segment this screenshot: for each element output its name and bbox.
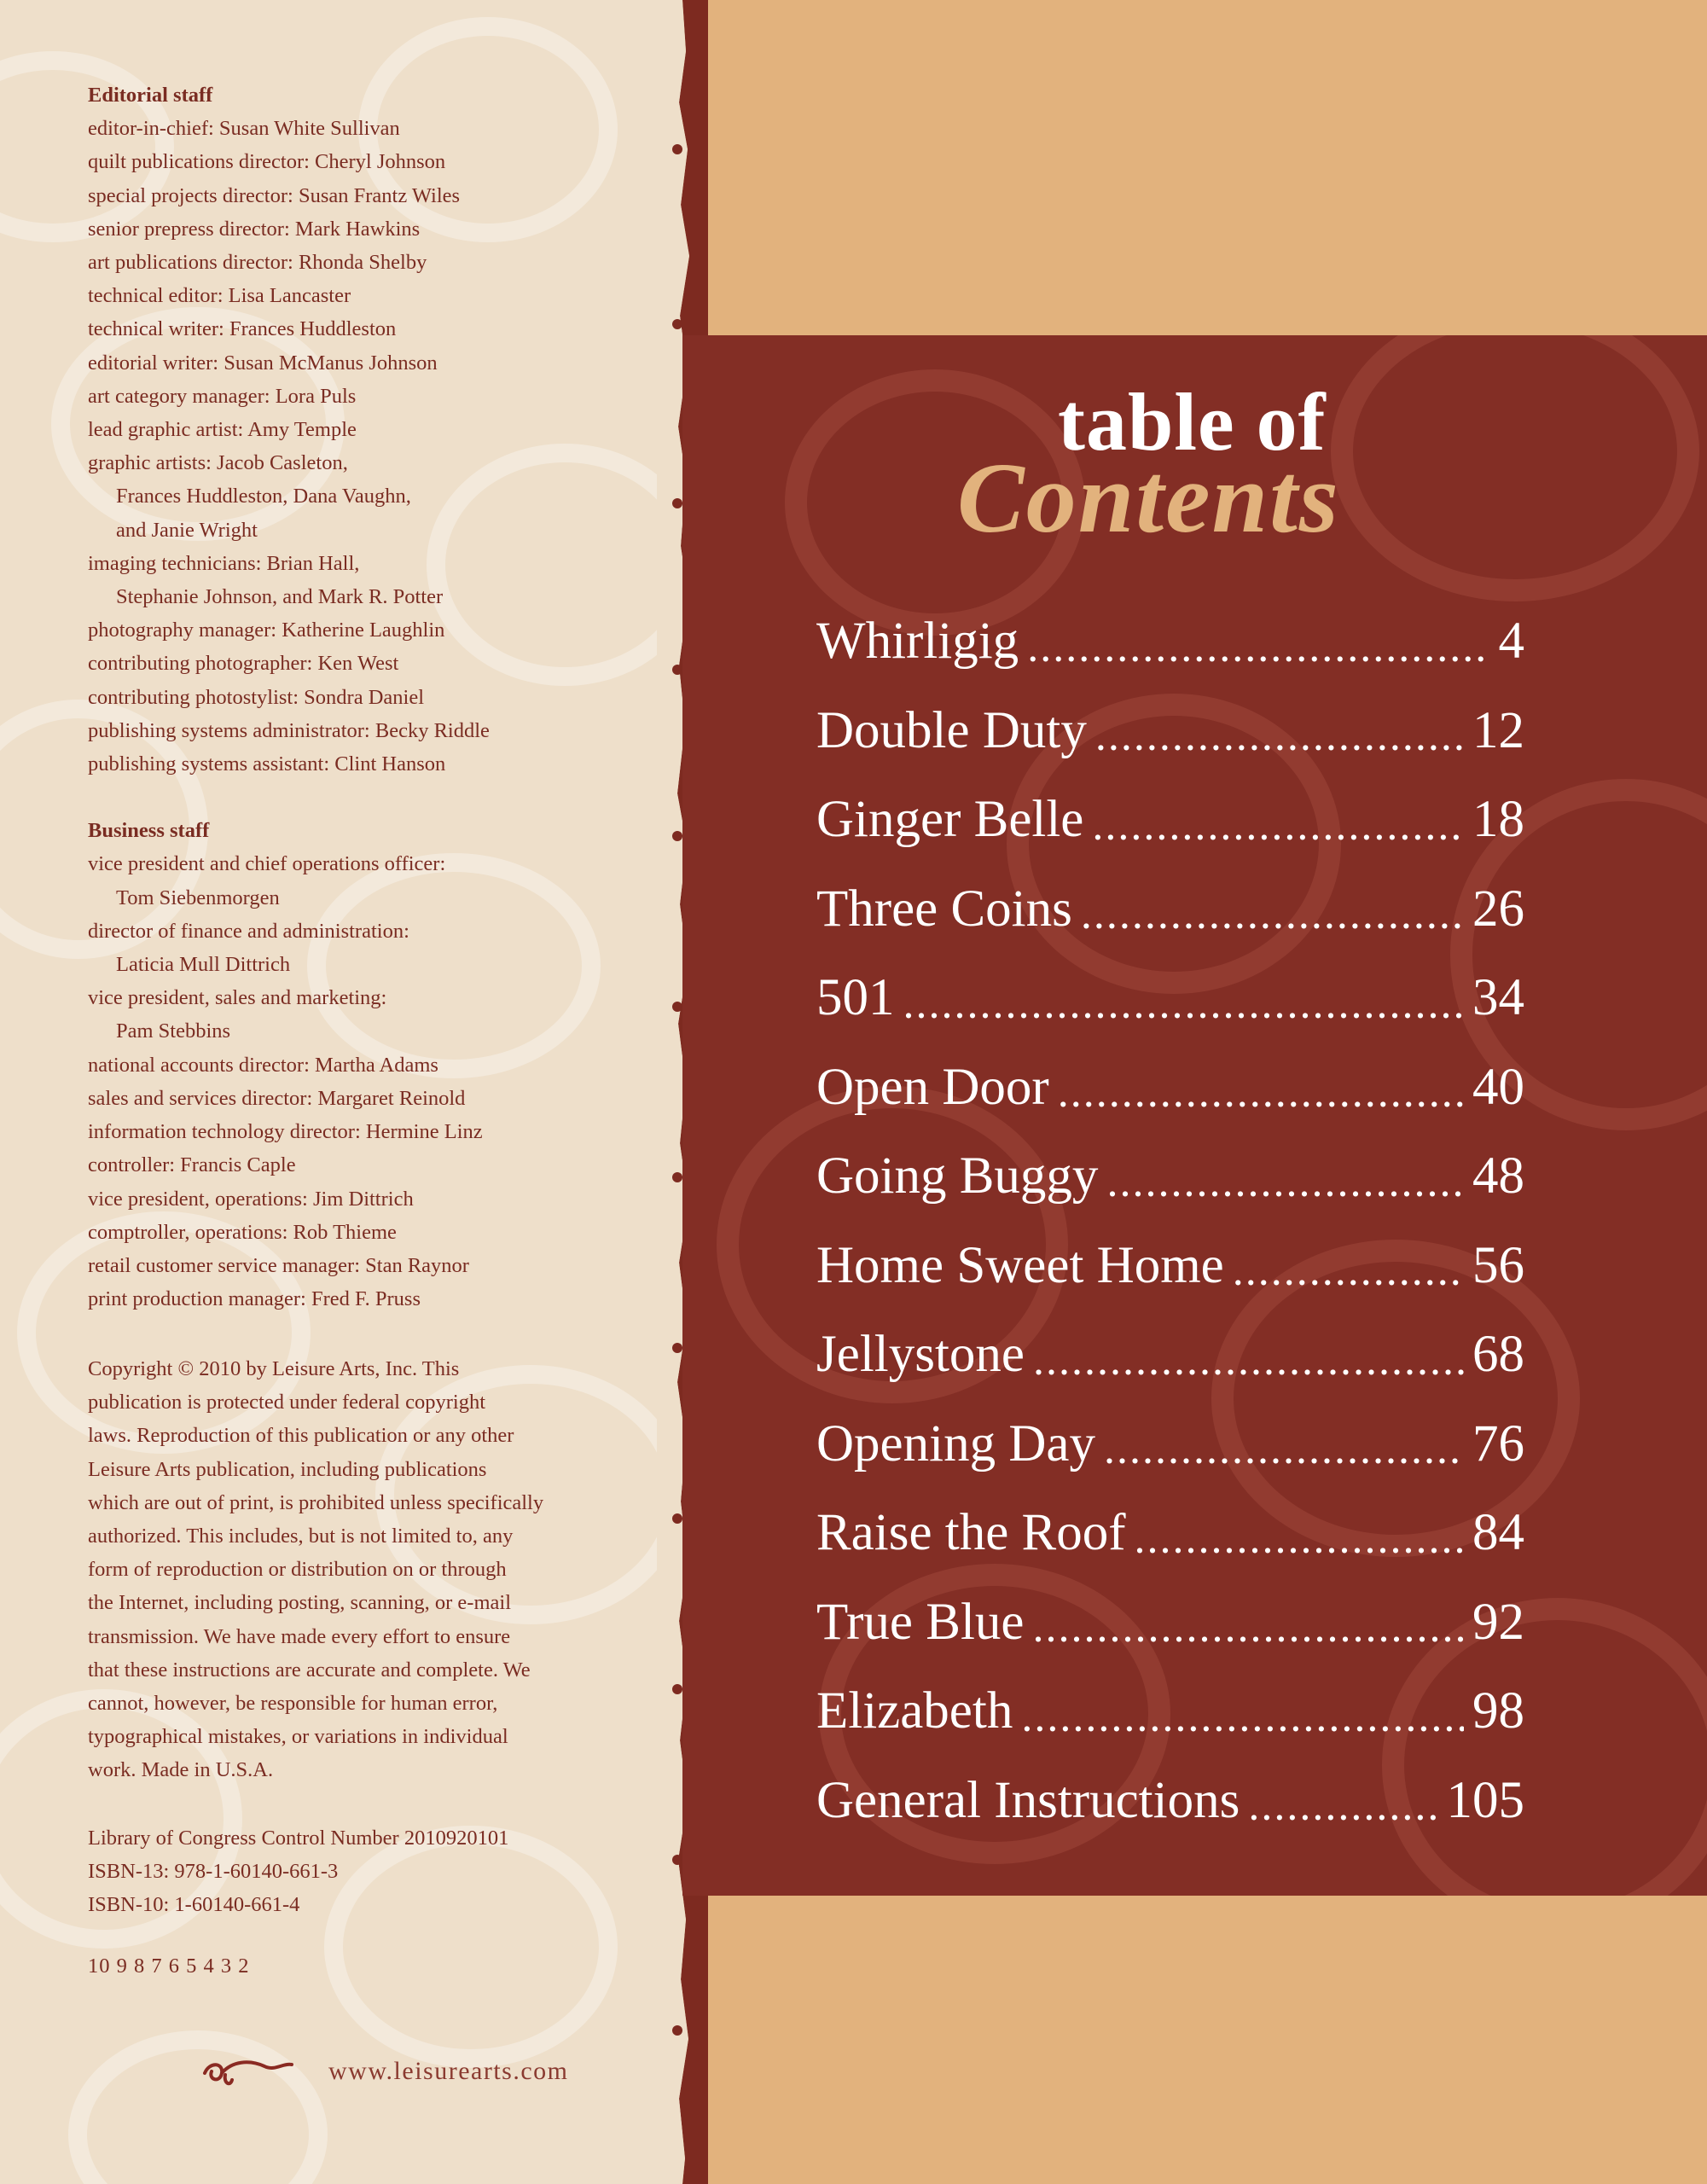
isbn-13: ISBN-13: 978-1-60140-661-3: [88, 1860, 339, 1884]
staff-line: comptroller, operations: Rob Thieme: [88, 1220, 397, 1244]
toc-entry-title: Opening Day: [816, 1414, 1095, 1472]
toc-entry-title: Elizabeth: [816, 1682, 1013, 1740]
toc-entry-title: Ginger Belle: [816, 791, 1084, 849]
toc-entry[interactable]: [816, 1043, 1524, 1133]
dot-leader: [1033, 1335, 1464, 1385]
toc-entry[interactable]: [816, 1489, 1524, 1578]
toc-entry-title: Three Coins: [816, 880, 1072, 938]
toc-title: table of: [1058, 376, 1327, 468]
staff-line: information technology director: Hermine Linz: [88, 1120, 483, 1144]
toc-entry-page: 26: [1472, 880, 1524, 938]
staff-line: art publications director: Rhonda Shelby: [88, 251, 427, 275]
toc-entry-page: 4: [1498, 613, 1524, 671]
toc-entry[interactable]: [816, 597, 1524, 687]
swirl-decoration: [1331, 335, 1699, 601]
copyright-line: Copyright © 2010 by Leisure Arts, Inc. This: [88, 1357, 460, 1380]
toc-entry-page: 48: [1472, 1147, 1524, 1205]
toc-entry-title: True Blue: [816, 1593, 1025, 1651]
staff-line: quilt publications director: Cheryl Johnson: [88, 150, 446, 174]
toc-entry-title: Double Duty: [816, 701, 1087, 759]
copyright-line: Leisure Arts publication, including publications: [88, 1457, 487, 1481]
staff-line: controller: Francis Caple: [88, 1153, 296, 1177]
business-heading: Business staff: [88, 819, 210, 843]
dot-leader: [903, 979, 1465, 1029]
dot-leader: [1058, 1067, 1464, 1118]
staff-line: sales and services director: Margaret Reinold: [88, 1086, 466, 1110]
toc-entry[interactable]: [816, 1400, 1524, 1490]
staff-line: contributing photostylist: Sondra Daniel: [88, 685, 425, 709]
toc-entry-page: 98: [1472, 1682, 1524, 1740]
toc-entry-page: 34: [1472, 969, 1524, 1027]
copyright-notice: [88, 1352, 634, 1787]
staff-line: publishing systems assistant: Clint Hanson: [88, 752, 446, 776]
copyright-line: laws. Reproduction of this publication or any other: [88, 1424, 514, 1448]
toc-entry[interactable]: [816, 1132, 1524, 1222]
staff-line: and Janie Wright: [116, 518, 258, 542]
toc-entry-page: 40: [1472, 1058, 1524, 1116]
staff-line: Frances Huddleston, Dana Vaughn,: [116, 485, 411, 508]
copyright-line: the Internet, including posting, scanning, or e-mail: [88, 1591, 512, 1615]
copyright-line: form of reproduction or distribution on or through: [88, 1558, 507, 1582]
staff-line: contributing photographer: Ken West: [88, 652, 399, 676]
staff-line: lead graphic artist: Amy Temple: [88, 418, 357, 442]
toc-list: [816, 597, 1524, 1845]
isbn-10: ISBN-10: 1-60140-661-4: [88, 1893, 300, 1917]
copyright-line: that these instructions are accurate and complete. We: [88, 1658, 531, 1682]
dot-leader: [1032, 1602, 1464, 1653]
dot-leader: [1095, 711, 1464, 761]
toc-entry[interactable]: [816, 1667, 1524, 1757]
staff-line: Stephanie Johnson, and Mark R. Potter: [116, 585, 444, 609]
staff-line: vice president, operations: Jim Dittrich: [88, 1187, 414, 1211]
copyright-line: authorized. This includes, but is not limited to, any: [88, 1525, 514, 1548]
print-line: 10 9 8 7 6 5 4 3 2: [88, 1955, 250, 1978]
toc-entry-title: Open Door: [816, 1058, 1049, 1116]
flourish-ornament: [198, 2054, 296, 2088]
toc-entry-title: 501: [816, 969, 895, 1027]
copyright-line: which are out of print, is prohibited unless specifically: [88, 1490, 544, 1514]
toc-entry[interactable]: [816, 1310, 1524, 1400]
toc-entry-page: 92: [1472, 1593, 1524, 1651]
toc-entry-page: 12: [1472, 701, 1524, 759]
toc-entry-page: 76: [1472, 1414, 1524, 1472]
toc-entry[interactable]: [816, 1757, 1524, 1846]
copyright-line: publication is protected under federal copyright: [88, 1391, 486, 1414]
dot-leader: [1135, 1513, 1464, 1564]
copyright-line: transmission. We have made every effort to ensure: [88, 1624, 511, 1648]
spacer: [88, 781, 634, 814]
staff-line: print production manager: Fred F. Pruss: [88, 1287, 421, 1311]
copyright-line: work. Made in U.S.A.: [88, 1758, 274, 1782]
toc-entry-title: Raise the Roof: [816, 1504, 1126, 1562]
dot-leader: [1092, 800, 1464, 851]
staff-line: publishing systems administrator: Becky Riddle: [88, 718, 490, 742]
staff-line: editorial writer: Susan McManus Johnson: [88, 351, 438, 375]
staff-line: technical writer: Frances Huddleston: [88, 317, 397, 341]
toc-entry-page: 56: [1472, 1236, 1524, 1294]
dot-leader: [1106, 1157, 1464, 1207]
toc-entry[interactable]: [816, 1222, 1524, 1311]
staff-line: photography manager: Katherine Laughlin: [88, 619, 445, 642]
staff-line: special projects director: Susan Frantz Wiles: [88, 183, 461, 207]
staff-line: Tom Siebenmorgen: [116, 886, 280, 909]
toc-entry-title: Home Sweet Home: [816, 1236, 1224, 1294]
toc-entry-title: General Instructions: [816, 1771, 1240, 1829]
dot-leader: [1233, 1246, 1464, 1296]
staff-line: senior prepress director: Mark Hawkins: [88, 217, 421, 241]
staff-line: director of finance and administration:: [88, 919, 409, 943]
staff-line: Pam Stebbins: [116, 1019, 231, 1043]
staff-line: retail customer service manager: Stan Raynor: [88, 1253, 469, 1277]
toc-title-script: Contents: [957, 442, 1340, 554]
staff-line: graphic artists: Jacob Casleton,: [88, 451, 348, 475]
staff-line: technical editor: Lisa Lancaster: [88, 284, 351, 308]
swirl-decoration: [68, 2030, 328, 2184]
toc-entry-title: Jellystone: [816, 1326, 1025, 1384]
toc-entry[interactable]: [816, 775, 1524, 865]
toc-entry-page: 84: [1472, 1504, 1524, 1562]
staff-line: Laticia Mull Dittrich: [116, 953, 291, 977]
toc-entry-title: Whirligig: [816, 613, 1019, 671]
staff-line: art category manager: Lora Puls: [88, 384, 357, 408]
staff-line: national accounts director: Martha Adams: [88, 1053, 438, 1077]
toc-entry-page: 105: [1446, 1771, 1524, 1829]
toc-entry[interactable]: [816, 954, 1524, 1043]
dot-leader: [1021, 1692, 1464, 1742]
dot-leader: [1081, 889, 1464, 939]
copyright-line: typographical mistakes, or variations in individual: [88, 1725, 508, 1749]
editorial-heading: Editorial staff: [88, 84, 213, 107]
website-link[interactable]: www.leisurearts.com: [328, 2057, 569, 2085]
library-info: [88, 1821, 508, 1922]
staff-line: editor-in-chief: Susan White Sullivan: [88, 117, 400, 141]
toc-entry-page: 68: [1472, 1326, 1524, 1384]
toc-entry[interactable]: [816, 865, 1524, 955]
dot-leader: [1027, 622, 1489, 672]
staff-line: imaging technicians: Brian Hall,: [88, 551, 360, 575]
lccn: Library of Congress Control Number 2010920101: [88, 1827, 509, 1850]
dot-leader: [1104, 1424, 1464, 1474]
toc-entry[interactable]: [816, 687, 1524, 776]
toc-entry[interactable]: [816, 1578, 1524, 1668]
staff-line: vice president, sales and marketing:: [88, 986, 387, 1010]
toc-entry-title: Going Buggy: [816, 1147, 1099, 1205]
staff-credits: [88, 78, 634, 1316]
copyright-line: cannot, however, be responsible for human error,: [88, 1692, 498, 1716]
dot-leader: [1248, 1780, 1437, 1831]
toc-entry-page: 18: [1472, 791, 1524, 849]
staff-line: vice president and chief operations officer:: [88, 852, 446, 876]
